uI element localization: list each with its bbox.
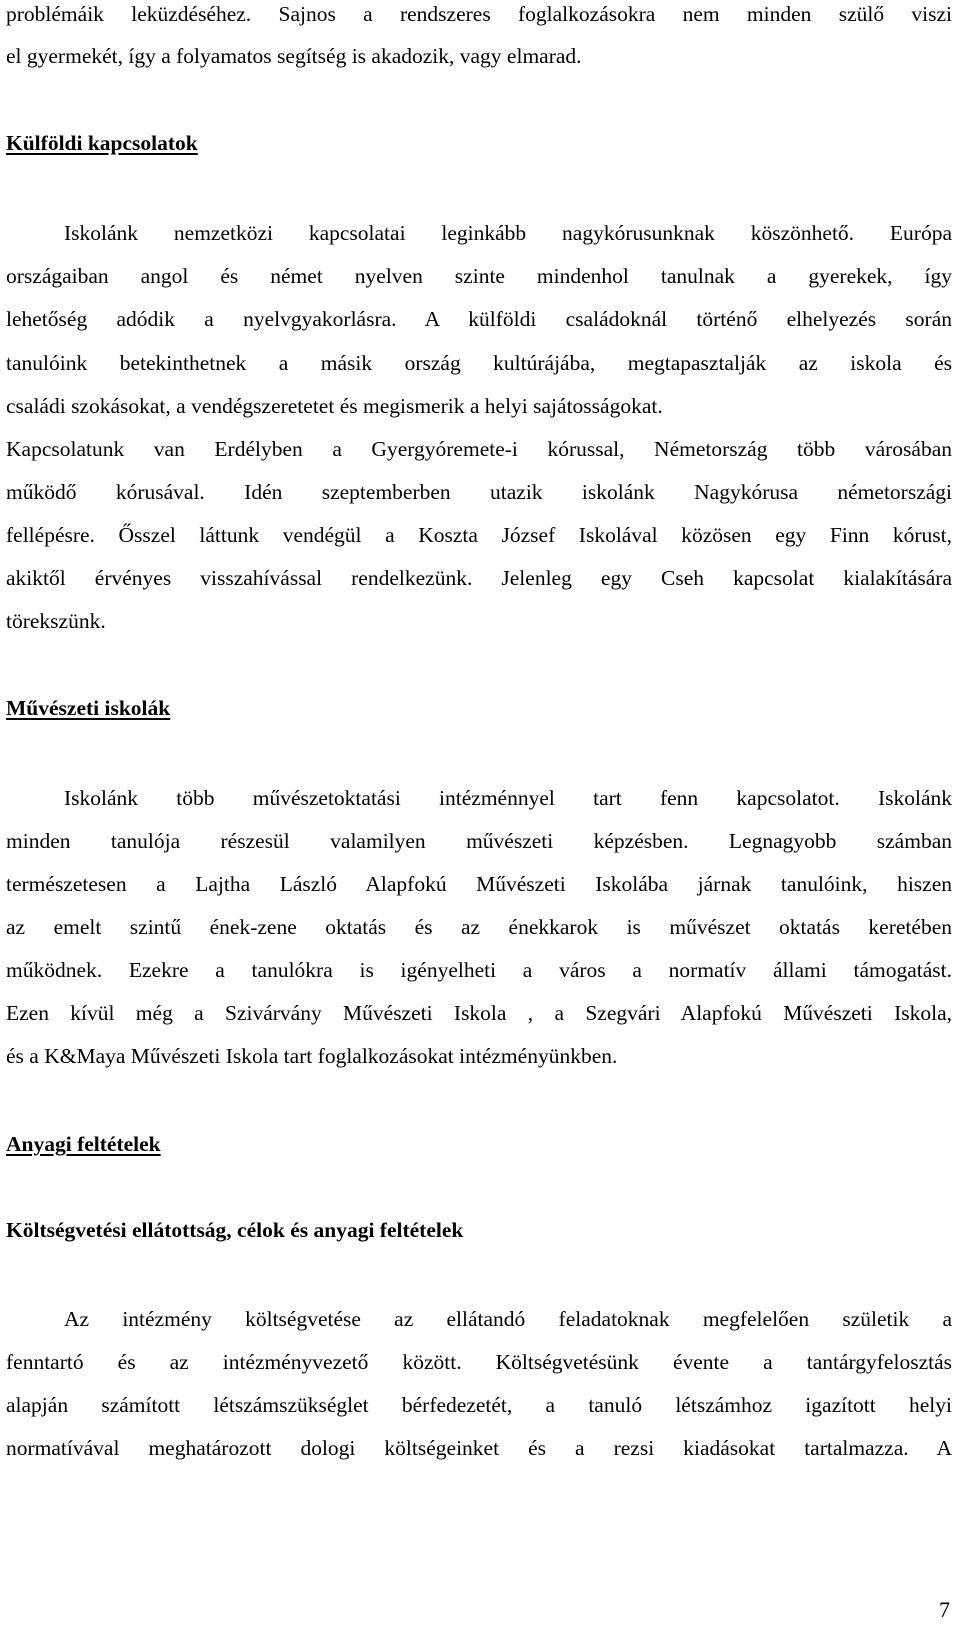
paragraph-line: fellépésre. Ősszel láttunk vendégül a Koszta József Iskolával közösen egy Finn kórust, [6, 523, 952, 547]
paragraph-line: Iskolánk több művészetoktatási intézménnyel tart fenn kapcsolatot. Iskolánk [64, 786, 952, 810]
paragraph-line: Az intézmény költségvetése az ellátandó feladatoknak megfelelően születik a [64, 1307, 952, 1331]
section-heading-muveszeti: Művészeti iskolák [6, 696, 171, 720]
section-heading-kulfoldi: Külföldi kapcsolatok [6, 131, 198, 155]
paragraph-line: törekszünk. [6, 609, 106, 633]
section-heading-anyagi: Anyagi feltételek [6, 1132, 161, 1156]
paragraph-line: fenntartó és az intézményvezető között. Költségvetésünk évente a tantárgyfelosztás [6, 1350, 952, 1374]
paragraph-line: működő kórusával. Idén szeptemberben utazik iskolánk Nagykórusa németországi [6, 480, 952, 504]
paragraph-line: természetesen a Lajtha László Alapfokú Művészeti Iskolába járnak tanulóink, hiszen [6, 872, 952, 896]
paragraph-line: és a K&Maya Művészeti Iskola tart foglalkozásokat intézményünkben. [6, 1044, 618, 1068]
paragraph-line: alapján számított létszámszükséglet bérfedezetét, a tanuló létszámhoz igazított helyi [6, 1393, 952, 1417]
paragraph-line: minden tanulója részesül valamilyen művészeti képzésben. Legnagyobb számban [6, 829, 952, 853]
paragraph-line: országaiban angol és német nyelven szinte mindenhol tanulnak a gyerekek, így [6, 264, 952, 288]
paragraph-line: az emelt szintű ének-zene oktatás és az énekkarok is művészet oktatás keretében [6, 915, 952, 939]
page-number: 7 [939, 1597, 950, 1622]
paragraph-line: Iskolánk nemzetközi kapcsolatai leginkább nagykórusunknak köszönhető. Európa [64, 221, 952, 245]
paragraph-line: működnek. Ezekre a tanulókra is igényelheti a város a normatív állami támogatást. [6, 958, 952, 982]
paragraph-line: lehetőség adódik a nyelvgyakorlásra. A külföldi családoknál történő elhelyezés során [6, 307, 952, 331]
paragraph-line: akiktől érvényes visszahívással rendelkezünk. Jelenleg egy Cseh kapcsolat kialakítására [6, 566, 952, 590]
paragraph-line: normatívával meghatározott dologi költségeinket és a rezsi kiadásokat tartalmazza. A [6, 1436, 952, 1460]
paragraph-line: el gyermekét, így a folyamatos segítség is akadozik, vagy elmarad. [6, 44, 582, 68]
paragraph-line: Kapcsolatunk van Erdélyben a Gyergyóremete-i kórussal, Németország több városában [6, 437, 952, 461]
paragraph-line: problémáik leküzdéséhez. Sajnos a rendszeres foglalkozásokra nem minden szülő viszi [6, 2, 952, 26]
paragraph-line: tanulóink betekinthetnek a másik ország kultúrájába, megtapasztalják az iskola és [6, 351, 952, 375]
paragraph-line: Ezen kívül még a Szivárvány Művészeti Iskola , a Szegvári Alapfokú Művészeti Iskola, [6, 1001, 952, 1025]
section-heading-koltsegvetes: Költségvetési ellátottság, célok és anyagi feltételek [6, 1218, 464, 1242]
paragraph-line: családi szokásokat, a vendégszeretetet és megismerik a helyi sajátosságokat. [6, 394, 663, 418]
